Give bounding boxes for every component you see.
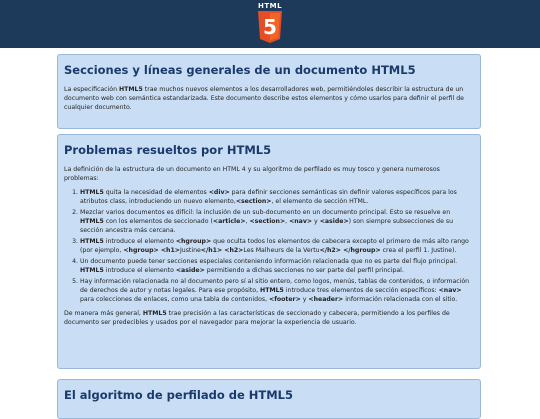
top-header-bar xyxy=(0,0,540,48)
section-intro: La especificación HTML5 trae muchos nuevos elementos a los desarrolladores web, permitiéndoles describir la estructura de un documento web con semántica estandarizada. Este documento describe estos elementos y cómo usarlos para definir el perfil de cualquier documento. xyxy=(64,86,464,111)
section-card-algoritmo xyxy=(57,379,481,419)
section-intro: La definición de la estructura de un documento en HTML 4 y su algoritmo de perfilado es muy tosco y genera numerosos problemas: xyxy=(64,166,440,182)
section-title: Problemas resueltos por HTML5 xyxy=(64,143,272,157)
list-item: 2. Mezclar varios documentos es difícil: la inclusión de un sub-documento en un documento principal. Esto se resuelve en HTML5 con los elementos de seccionado (<article>, <section>, <nav> y <aside>) son siempre subsecciones de su sección ancestra más cercana. xyxy=(80,208,474,235)
html5-logo-number: 5 xyxy=(263,15,277,39)
html5-shield-icon xyxy=(257,11,283,43)
section-title: El algoritmo de perfilado de HTML5 xyxy=(64,388,294,402)
section-card-problemas xyxy=(57,134,481,369)
list-item: 4. Un documento puede tener secciones especiales conteniendo información relacionada que no es parte del flujo principal. HTML5 introduce el elemento <aside> permitiendo a dichas secciones no ser parte del perfil principal. xyxy=(80,257,474,275)
problems-list xyxy=(64,188,474,304)
html5-logo-text: HTML xyxy=(257,2,283,10)
section-card-secciones xyxy=(57,54,481,129)
section-title: Secciones y líneas generales de un documento HTML5 xyxy=(64,63,416,77)
list-item: 5. Hay información relacionada no al documento pero sí al sitio entero, como logos, menús, tablas de contenidos, o información de derechos de autor y notas legales. Para ese propósito, HTML5 introduce tres elementos de sección específicos: <nav> para colecciones de enlaces, como una tabla de contenidos, <footer> y <header> información relacionada con el sitio. xyxy=(80,277,474,304)
section-outro: De manera más general, HTML5 trae precisión a las características de seccionado y cabecera, permitiendo a los perfiles de documento ser predecibles y usados por el navegador para mejorar la experiencia de usuario. xyxy=(64,310,450,326)
html5-logo[interactable] xyxy=(256,2,284,44)
list-item: 1. HTML5 quita la necesidad de elementos <div> para definir secciones semánticas sin definir valores específicos para los atributos class, introduciendo un nuevo elemento,<section>, el elemento de sección HTML. xyxy=(80,188,474,206)
list-item: 3. HTML5 introduce el elemento <hgroup> que oculta todos los elementos de cabecera excepto el primero de más alto rango (por ejemplo, <hgroup> <h1>Justine</h1> <h2>Les Malheurs de la Vertu</h2> </hgroup> crea el perfil 1. Justine). xyxy=(80,237,474,255)
